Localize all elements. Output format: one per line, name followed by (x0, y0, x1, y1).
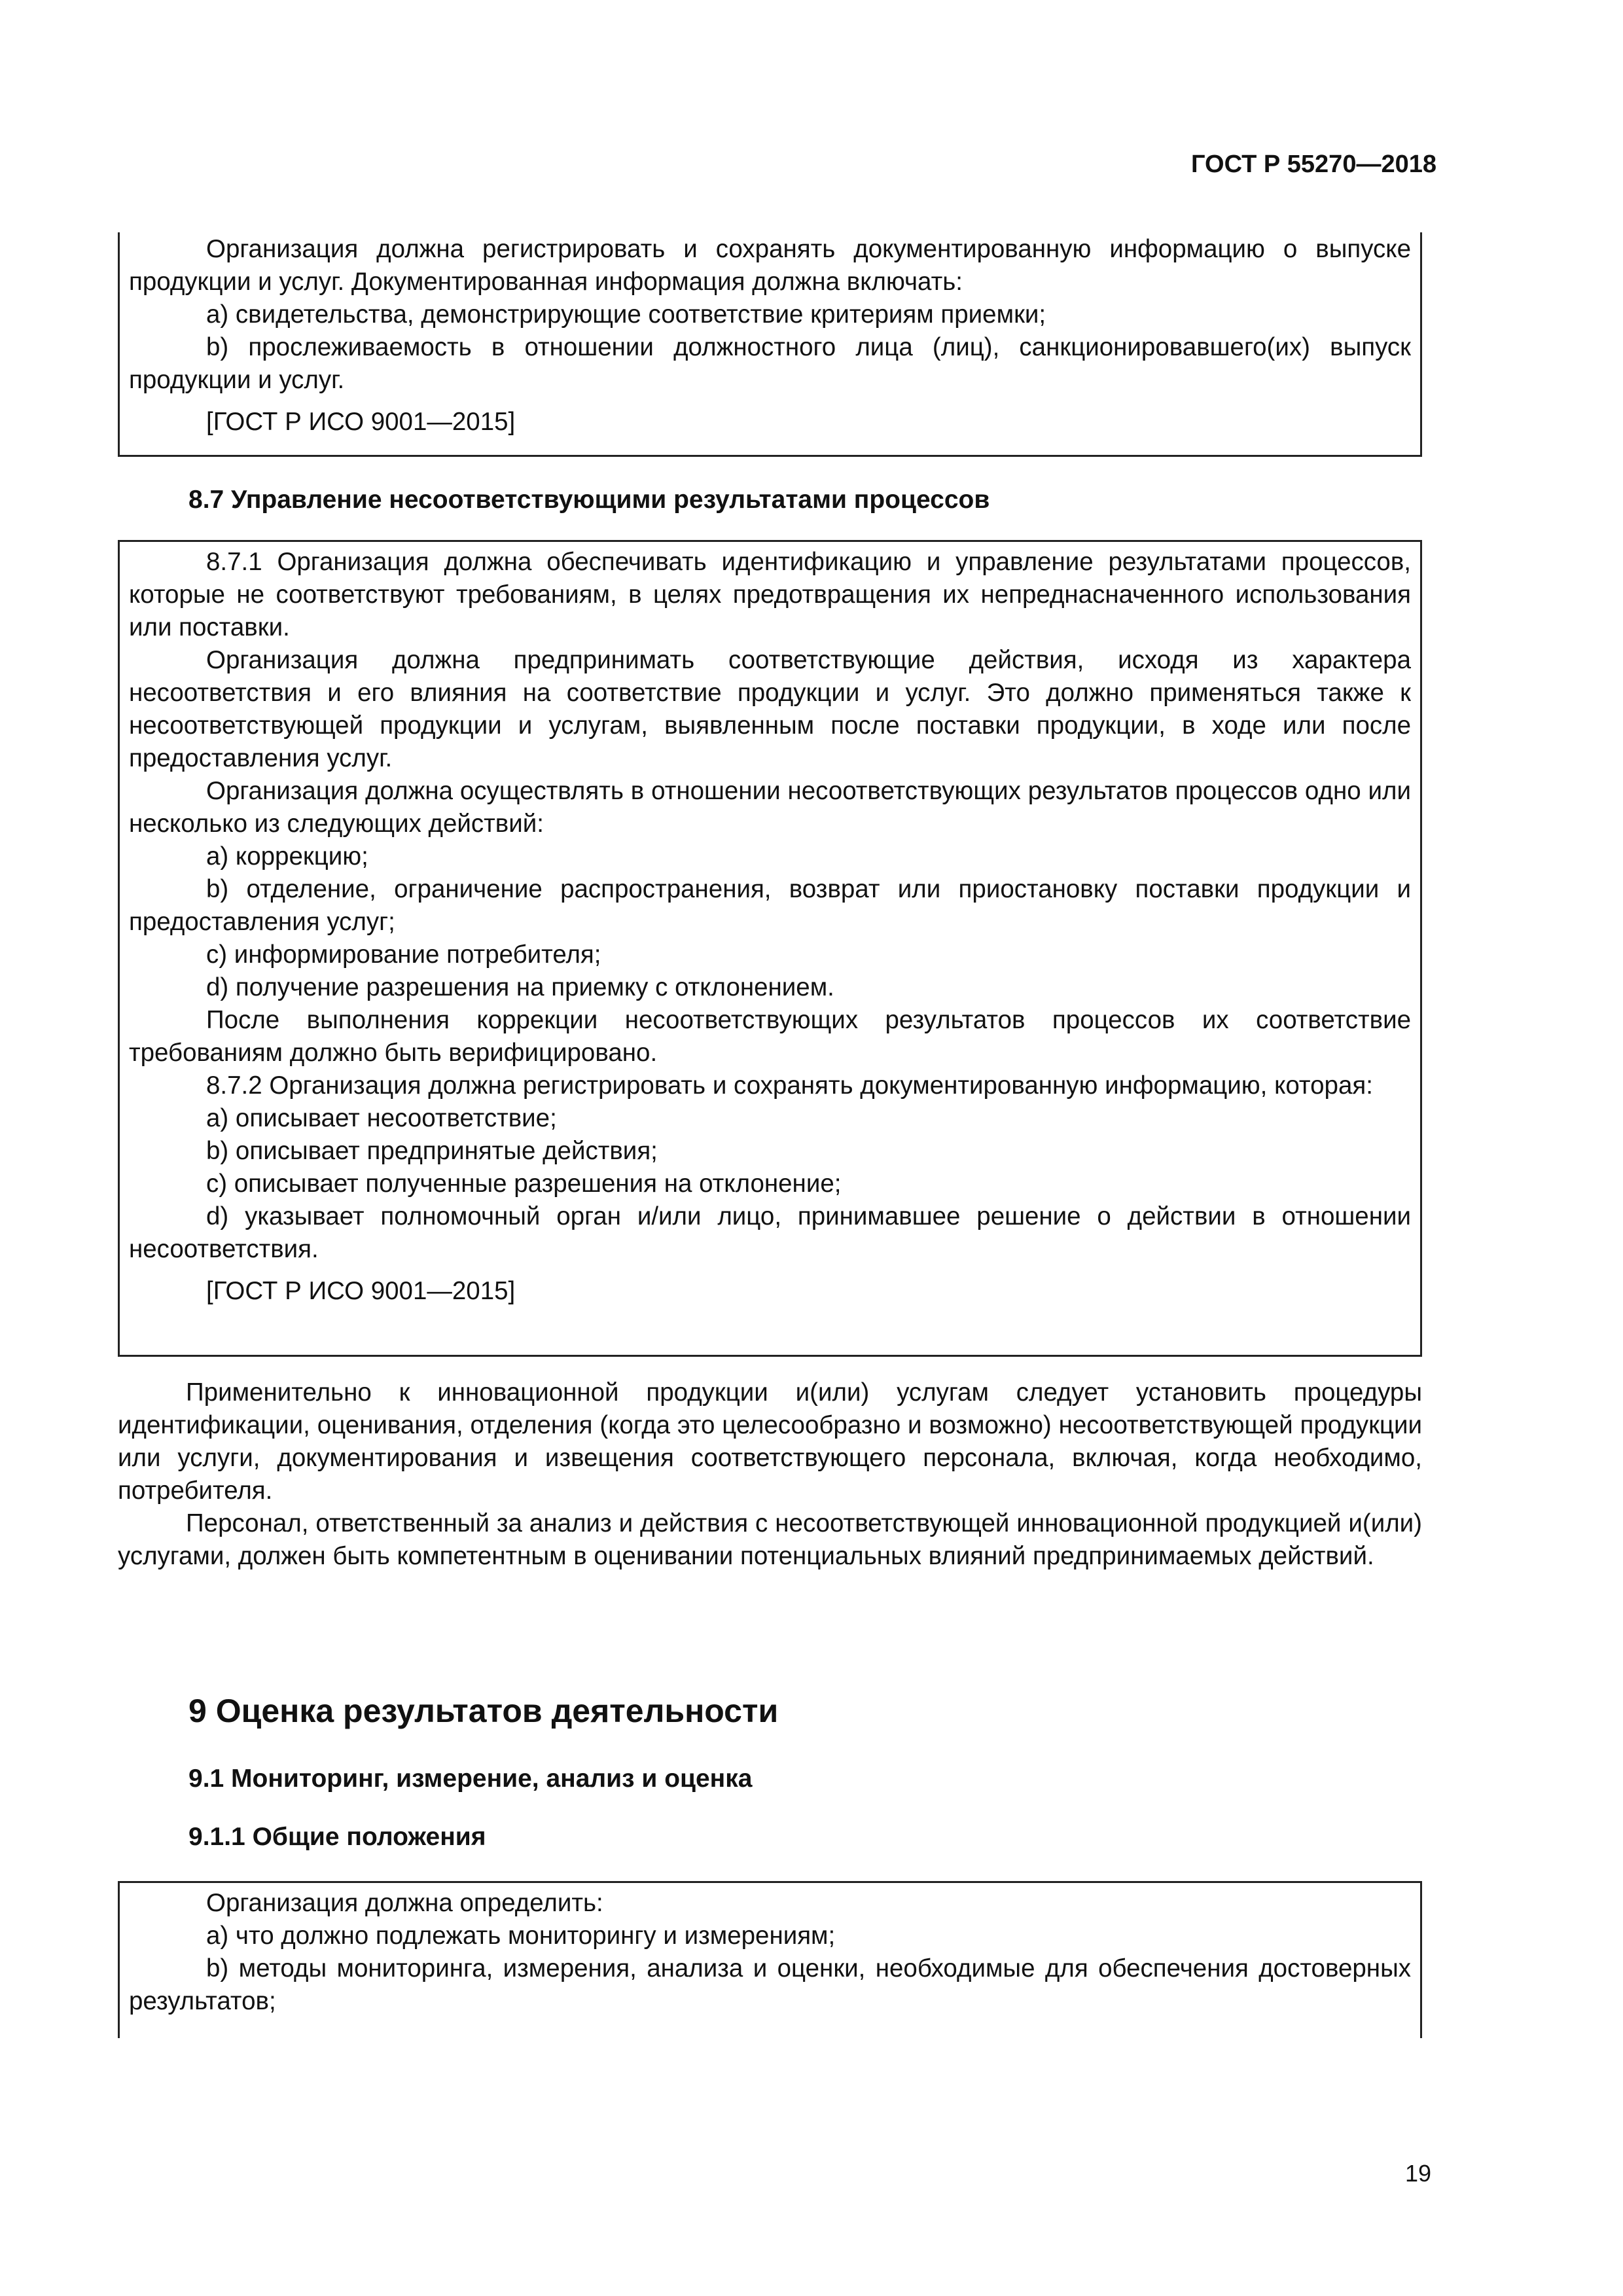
list-item: d) указывает полномочный орган и/или лицо, принимавшее решение о действии в отношении несоответствия. (129, 1202, 1411, 1263)
document-id: ГОСТ Р 55270—2018 (1191, 151, 1436, 178)
list-item: c) информирование потребителя; (206, 941, 601, 969)
chapter-heading: 9 Оценка результатов деятельности (188, 1693, 779, 1729)
quoted-requirement-box (118, 1881, 1422, 2038)
citation: [ГОСТ Р ИСО 9001—2015] (206, 408, 516, 436)
citation: [ГОСТ Р ИСО 9001—2015] (206, 1277, 516, 1305)
list-item: a) что должно подлежать мониторингу и измерениям; (206, 1922, 836, 1950)
paragraph: Организация должна осуществлять в отношении несоответствующих результатов процессов одно или несколько из следующих действий: (129, 777, 1411, 838)
list-item: a) свидетельства, демонстрирующие соответствие критериям приемки; (206, 300, 1046, 329)
page-number: 19 (1404, 2160, 1431, 2187)
body-text (118, 1376, 1422, 1573)
list-item: c) описывает полученные разрешения на отклонение; (206, 1170, 842, 1198)
paragraph: Применительно к инновационной продукции и(или) услугам следует установить процедуры идентификации, оценивания, отделения (когда это целесообразно и возможно) несоответствующей продукции или услуги, документирования и извещения соответствующего персонала, включая, когда необходимо, потребителя. (118, 1378, 1422, 1505)
list-item: a) описывает несоответствие; (206, 1104, 557, 1132)
section-heading: 9.1 Мониторинг, измерение, анализ и оценка (188, 1765, 753, 1793)
paragraph: 8.7.2 Организация должна регистрировать и сохранять документированную информацию, которая: (206, 1071, 1373, 1100)
list-item: b) методы мониторинга, измерения, анализа и оценки, необходимые для обеспечения достоверных результатов; (129, 1954, 1411, 2015)
paragraph: После выполнения коррекции несоответствующих результатов процессов их соответствие требованиям должно быть верифицировано. (129, 1006, 1411, 1067)
paragraph: Организация должна регистрировать и сохранять документированную информацию о выпуске продукции и услуг. Документированная информация должна включать: (129, 235, 1411, 296)
paragraph: Персонал, ответственный за анализ и действия с несоответствующей инновационной продукцией и(или) услугами, должен быть компетентным в оценивании потенциальных влияний предпринимаемых действий. (118, 1509, 1422, 1570)
list-item: d) получение разрешения на приемку с отклонением. (206, 973, 834, 1001)
subsection-heading: 9.1.1 Общие положения (188, 1823, 486, 1851)
list-item: b) прослеживаемость в отношении должностного лица (лиц), санкционировавшего(их) выпуск продукции и услуг. (129, 333, 1411, 394)
section-heading: 8.7 Управление несоответствующими результатами процессов (188, 486, 990, 514)
list-item: a) коррекцию; (206, 842, 368, 870)
list-item: b) отделение, ограничение распространения, возврат или приостановку поставки продукции и предоставления услуг; (129, 875, 1411, 936)
quoted-requirement-box (118, 540, 1422, 1357)
list-item: b) описывает предпринятые действия; (206, 1137, 658, 1165)
paragraph: Организация должна предпринимать соответствующие действия, исходя из характера несоответствия и его влияния на соответствие продукции и услуг. Это должно применяться также к несоответствующей продукции и услугам, выявленным после поставки продукции, в ходе или после предоставления услуг. (129, 646, 1411, 772)
quoted-requirement-box (118, 232, 1422, 457)
paragraph: Организация должна определить: (206, 1889, 603, 1917)
paragraph: 8.7.1 Организация должна обеспечивать идентификацию и управление результатами процессов, которые не соответствуют требованиям, в целях предотвращения их непреднасначенного использования или поставки. (129, 548, 1411, 641)
